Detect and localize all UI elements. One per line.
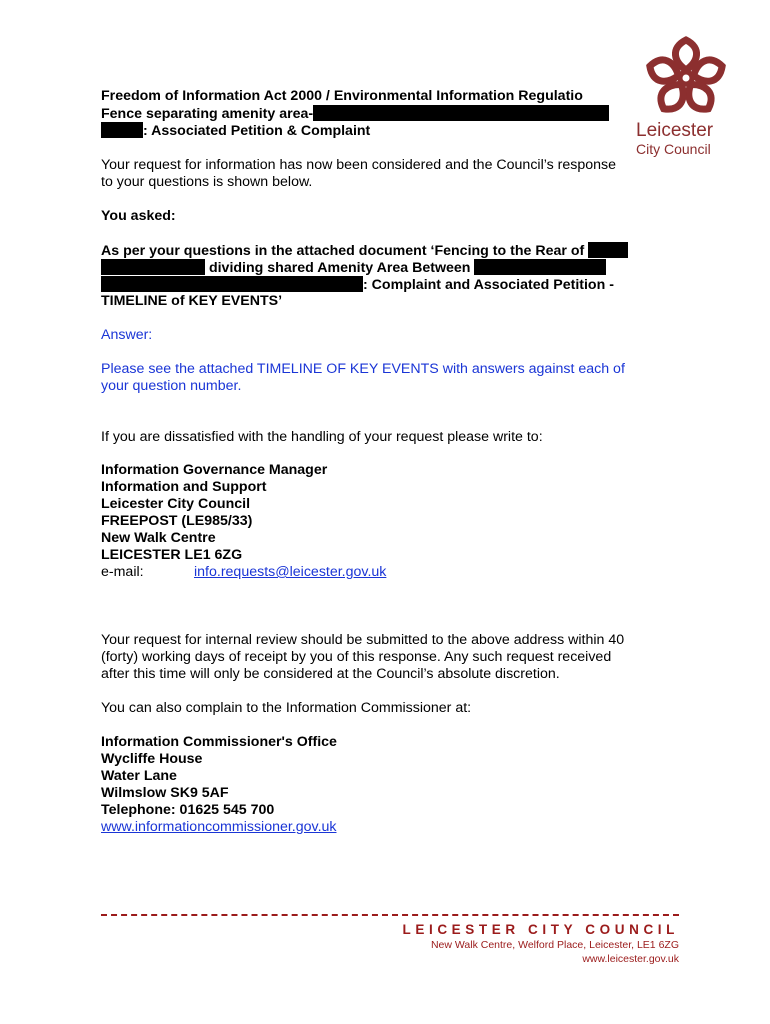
address-line: Leicester City Council: [101, 496, 251, 512]
question-line-4: TIMELINE of KEY EVENTS’: [101, 293, 283, 309]
ico-line: Wilmslow SK9 5AF: [101, 785, 229, 801]
answer-line-1: Please see the attached TIMELINE OF KEY EVENTS with answers against each of: [101, 361, 625, 377]
answer-line-2: your question number.: [101, 378, 242, 394]
intro-line-2: to your questions is shown below.: [101, 174, 313, 190]
answer-heading: Answer:: [101, 327, 153, 343]
footer-council-name: LEICESTER CITY COUNCIL: [402, 922, 679, 937]
redaction-block: [101, 276, 363, 292]
dissatisfied-text: If you are dissatisfied with the handling of your request please write to:: [101, 429, 543, 445]
you-asked-heading: You asked:: [101, 208, 176, 224]
redaction-block: [588, 242, 628, 258]
redaction-block: [474, 259, 606, 275]
question-line-1: As per your questions in the attached document ‘Fencing to the Rear of: [101, 242, 628, 260]
redaction-block: [101, 122, 143, 138]
ico-website-link[interactable]: www.informationcommissioner.gov.uk: [101, 819, 337, 835]
ico-line: Information Commissioner's Office: [101, 734, 337, 750]
address-line: LEICESTER LE1 6ZG: [101, 547, 243, 563]
logo-text-city-council: City Council: [636, 141, 711, 157]
address-line: FREEPOST (LE985/33): [101, 513, 253, 529]
email-label: e-mail:: [101, 564, 144, 580]
cinquefoil-rose-icon: [628, 36, 744, 118]
redaction-block: [101, 259, 205, 275]
intro-line-1: Your request for information has now been considered and the Council’s response: [101, 157, 617, 173]
title-line-2: Fence separating amenity area-: [101, 105, 609, 123]
ico-line: Wycliffe House: [101, 751, 203, 767]
question-line-3: : Complaint and Associated Petition -: [101, 276, 614, 294]
title-line-3: : Associated Petition & Complaint: [101, 122, 370, 140]
address-line: Information Governance Manager: [101, 462, 328, 478]
ico-telephone: Telephone: 01625 545 700: [101, 802, 275, 818]
redaction-block: [313, 105, 609, 121]
document-title: Freedom of Information Act 2000 / Environmental Information Regulatio: [101, 88, 583, 104]
email-link[interactable]: info.requests@leicester.gov.uk: [194, 564, 387, 580]
review-line-3: after this time will only be considered at the Council’s absolute discretion.: [101, 666, 560, 682]
address-line: Information and Support: [101, 479, 267, 495]
footer-address: New Walk Centre, Welford Place, Leicester, LE1 6ZG: [430, 939, 679, 951]
ico-line: Water Lane: [101, 768, 177, 784]
complain-text: You can also complain to the Information Commissioner at:: [101, 700, 472, 716]
address-line: New Walk Centre: [101, 530, 216, 546]
review-line-1: Your request for internal review should be submitted to the above address within 40: [101, 632, 625, 648]
footer-divider: [101, 914, 679, 916]
council-logo: [628, 36, 744, 158]
logo-text-leicester: Leicester: [636, 120, 714, 141]
question-line-2: dividing shared Amenity Area Between: [101, 259, 606, 277]
footer-website: www.leicester.gov.uk: [582, 953, 679, 965]
review-line-2: (forty) working days of receipt by you of this response. Any such request received: [101, 649, 612, 665]
